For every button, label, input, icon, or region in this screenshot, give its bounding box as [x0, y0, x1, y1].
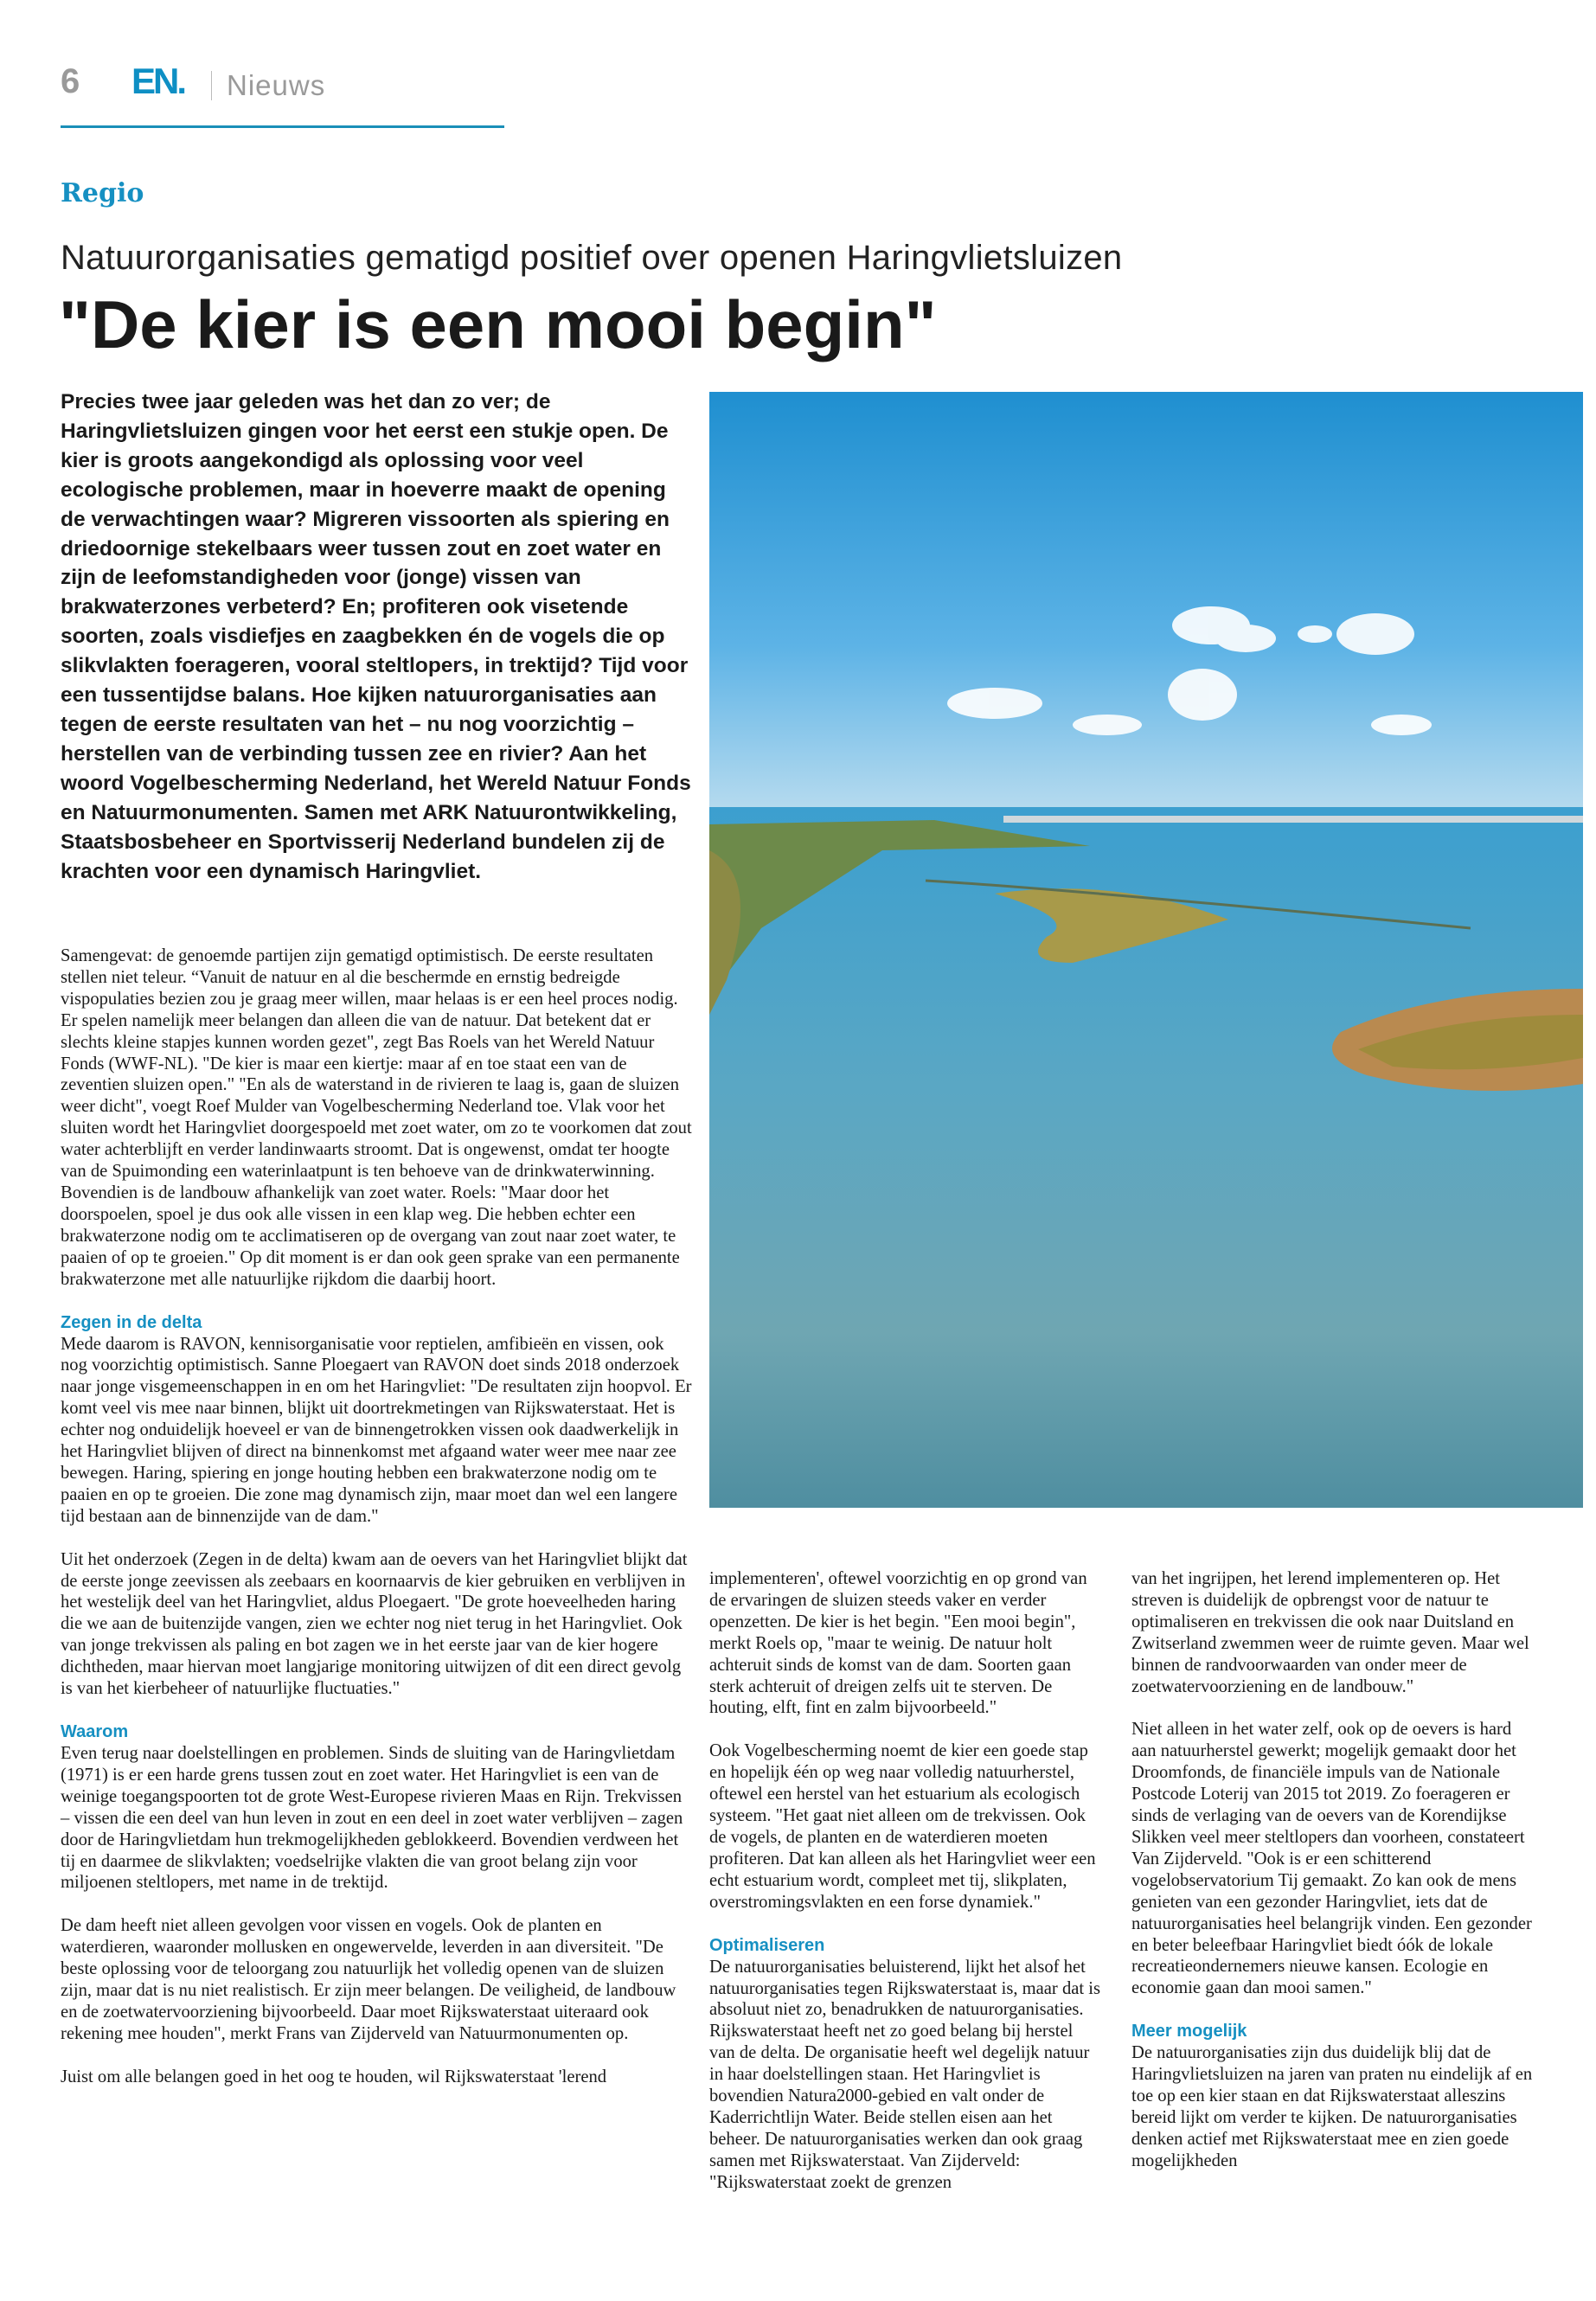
paragraph: Mede daarom is RAVON, kennisorganisatie voor reptielen, amfibieën en vissen, ook nog voorzichtig optimistisch. Sanne Ploegaert van RAVON doet sinds 2018 onderzoek naar jonge visgemeenschappen in en om het Haringvliet: "De resultaten zijn hoopvol. Er komt veel vis mee naar binnen, blijkt uit doortrekmetingen van Rijkswaterstaat. Het is echter nog onduidelijk hoeveel er van de binnengetrokken vissen ook daadwerkelijk in het Haringvliet blijven of direct na binnenkomst met afgaand water weer mee naar zee bewegen. Haring, spiering en jonge houting hebben een brakwaterzone nodig om te paaien en op te groeien. Die zone mag dynamisch zijn, maar moet dan wel een langere tijd bestaan aan de binnenzijde van de dam." [61, 1334, 692, 1526]
body-column-2 [709, 1568, 1103, 2215]
category-label: Regio [61, 178, 144, 208]
subheading: Meer mogelijk [1131, 2022, 1247, 2041]
header-rule [61, 125, 504, 128]
subheading: Zegen in de delta [61, 1312, 202, 1332]
kicker: Natuurorganisaties gematigd positief over openen Haringvlietsluizen [61, 239, 1123, 277]
paragraph: De dam heeft niet alleen gevolgen voor vissen en vogels. Ook de planten en waterdieren, waaronder mollusken en ongewervelde, leverden in aan diversiteit. "De beste oplossing voor de teloorgang zou natuurlijk het volledig openen van de sluizen zijn, maar dat is nu niet realistisch. Er zijn meer belangen. De veiligheid, de landbouw en de zoetwatervoorziening bijvoorbeeld. Daar moet Rijkswaterstaat uiteraard ook rekening mee houden", merkt Frans van Zijderveld van Natuurmonumenten op. [61, 1916, 676, 2043]
paragraph: De natuurorganisaties zijn dus duidelijk blij dat de Haringvlietsluizen na jaren van praten nu eindelijk af en toe op een kier staan en dat Rijkswaterstaat alleszins bereid lijkt om verder te kijken. De natuurorganisaties denken actief met Rijkswaterstaat mee en zien goede mogelijkheden [1131, 2043, 1533, 2170]
paragraph: Ook Vogelbescherming noemt de kier een goede stap en hopelijk één op weg naar volledig natuurherstel, oftewel een herstel van het estuarium als ecologisch systeem. "Het gaat niet alleen om de trekvissen. Ook de vogels, de planten en de waterdieren moeten profiteren. Dat kan alleen als het Haringvliet weer een echt estuarium wordt, compleet met tij, slikplaten, overstromingsvlakten en een forse dynamiek." [709, 1741, 1096, 1912]
headline: "De kier is een mooi begin" [59, 286, 937, 362]
lead-paragraph: Precies twee jaar geleden was het dan zo ver; de Haringvlietsluizen gingen voor het eerst een stukje open. De kier is groots aangekondigd als oplossing voor veel ecologische problemen, maar in hoeverre maakt de opening de verwachtingen waar? Migreren vissoorten als spiering en driedoornige stekelbaars weer tussen zout en zoet water en zijn de leefomstandigheden voor (jonge) vissen van brakwaterzones verbeterd? En; profiteren ook visetende soorten, zoals visdiefjes en zaagbekken én de vogels die op slikvlakten foerageren, vooral steltlopers, in trektijd? Tijd voor een tussentijdse balans. Hoe kijken natuurorganisaties aan tegen de eerste resultaten van het – nu nog voorzichtig – herstellen van de verbinding tussen zee en rivier? Aan het woord Vogelbescherming Nederland, het Wereld Natuur Fonds en Natuurmonumenten. Samen met ARK Natuurontwikkeling, Staatsbosbeheer en Sportvisserij Nederland bundelen zij de krachten voor een dynamisch Haringvliet. [61, 390, 691, 883]
haringvlietdam [1003, 816, 1583, 823]
brand-logo: EN. [131, 61, 185, 101]
body-column-1 [61, 945, 692, 2110]
paragraph: Niet alleen in het water zelf, ook op de oevers is hard aan natuurherstel gewerkt; mogelijk gemaakt door het Droomfonds, de financiële impuls van de Nationale Postcode Loterij van 2015 tot 2019. Zo foerageren er sinds de verlaging van de oevers van de Korendijkse Slikken veel meer steltlopers dan voorheen, constateert Van Zijderveld. "Ook is er een schitterend vogelobservatorium Tij gemaakt. Zo kan ook de mens genieten van een gezonder Haringvliet, iets dat de natuurorganisaties heel belangrijk vinden. Een gezonder en beter beleefbaar Haringvliet biedt óók de lokale recreatieondernemers nieuwe kansen. Ecologie en economie gaan dan mooi samen." [1131, 1720, 1532, 1998]
masthead-divider [211, 71, 212, 100]
sky [709, 392, 1583, 816]
paragraph: De natuurorganisaties beluisterend, lijkt het alsof het natuurorganisaties tegen Rijkswaterstaat is, maar dat is absoluut niet zo, benadrukken de natuurorganisaties. Rijkswaterstaat heeft net zo goed belang bij herstel van de delta. De organisatie heeft wel degelijk natuur in haar doelstellingen staan. Het Haringvliet is bovendien Natura2000-gebied en valt onder de Kaderrichtlijn Water. Beide stellen eisen aan het beheer. De natuurorganisaties werken dan ook graag samen met Rijkswaterstaat. Van Zijderveld: "Rijkswaterstaat zoekt de grenzen [709, 1957, 1100, 2192]
paragraph: Even terug naar doelstellingen en problemen. Sinds de sluiting van de Haringvlietdam (1971) is er een harde grens tussen zout en zoet water. Het Haringvliet is een van de weinige toegangspoorten tot de grote West-Europese rivieren Maas en Rijn. Trekvissen – vissen die een deel van hun leven in zout en een deel in zoet water verblijven – zagen door de Haringvlietdam hun trekmogelijkheden geblokkeerd. Bovendien verdween het tij en daarmee de slikvlakten; voedselrijke vlakten die van groot belang zijn voor miljoenen steltlopers, met name in de trektijd. [61, 1744, 683, 1893]
body-column-3 [1131, 1568, 1538, 2194]
paragraph: Uit het onderzoek (Zegen in de delta) kwam aan de oevers van het Haringvliet blijkt dat de eerste jonge zeevissen als zeebaars en koornaarvis de kier gebruiken en verblijven in het westelijk deel van het Haringvliet, aldus Ploegaert. "De grote hoeveelheden haring die we aan de buitenzijde vangen, zien we echter nog niet terug in het Haringvliet. Ook van jonge trekvissen als paling en bot zagen we in het eerste jaar van de kier hogere dichtheden, maar hiervan moet langjarige monitoring uitwijzen of dit een direct gevolg is van het kierbeheer of natuurlijke fluctuaties." [61, 1549, 688, 1699]
section-name: Nieuws [227, 69, 326, 101]
paragraph: Samengevat: de genoemde partijen zijn gematigd optimistisch. De eerste resultaten stellen niet teleur. “Vanuit de natuur en al die beschermde en ernstig bedreigde vispopulaties bezien zou je graag meer willen, maar helaas is er een heel proces nodig. Er spelen namelijk meer belangen dan alleen die van de natuur. Dat betekent dat er slechts kleine stapjes kunnen worden gezet", zegt Bas Roels van het Wereld Natuur Fonds (WWF-NL). "De kier is maar een kiertje: maar af en toe staat een van de zeventien sluizen open." "En als de waterstand in de rivieren te laag is, gaan de sluizen weer dicht", voegt Roef Mulder van Vogelbescherming Nederland toe. Vlak voor het sluiten wordt het Haringvliet doorgespoeld met zoet water, om zo te voorkomen dat zout water achterblijft en verder landinwaarts stroomt. Dat is ongewenst, omdat ter hoogte van de Spuimonding een waterinlaatpunt is ten behoeve van de drinkwaterwinning. Bovendien is de landbouw afhankelijk van zoet water. Roels: "Maar door het doorspoelen, spoel je dus ook alle vissen in een klap weg. Die hebben echter een brakwaterzone nodig om te acclimatiseren op de overgang van zout naar zoet water, te paaien of op te groeien." Op dit moment is er dan ook geen sprake van een permanente brakwaterzone met alle natuurlijke rijkdom die daarbij hoort. [61, 946, 692, 1289]
paragraph: van het ingrijpen, het lerend implementeren op. Het streven is duidelijk de opbrengst voor de natuur te optimaliseren en trekvissen die ook naar Duitsland en Zwitserland zwemmen weer de ruimte geven. Maar wel binnen de randvoorwaarden van onder meer de zoetwatervoorziening en de landbouw." [1131, 1569, 1529, 1696]
aerial-photo [709, 392, 1583, 1508]
paragraph: Juist om alle belangen goed in het oog te houden, wil Rijkswaterstaat 'lerend [61, 2067, 607, 2086]
paragraph: implementeren', oftewel voorzichtig en op grond van de ervaringen de sluizen steeds vaker en verder openzetten. De kier is het begin. "Een mooi begin", merkt Roels op, "maar te weinig. De natuur holt achteruit sinds de komst van de dam. Soorten gaan sterk achteruit of dreigen zelfs uit te sterven. De houting, elft, fint en zalm bijvoorbeeld." [709, 1569, 1087, 1718]
page-number: 6 [61, 62, 80, 100]
subheading: Waarom [61, 1722, 129, 1741]
subheading: Optimaliseren [709, 1935, 825, 1955]
